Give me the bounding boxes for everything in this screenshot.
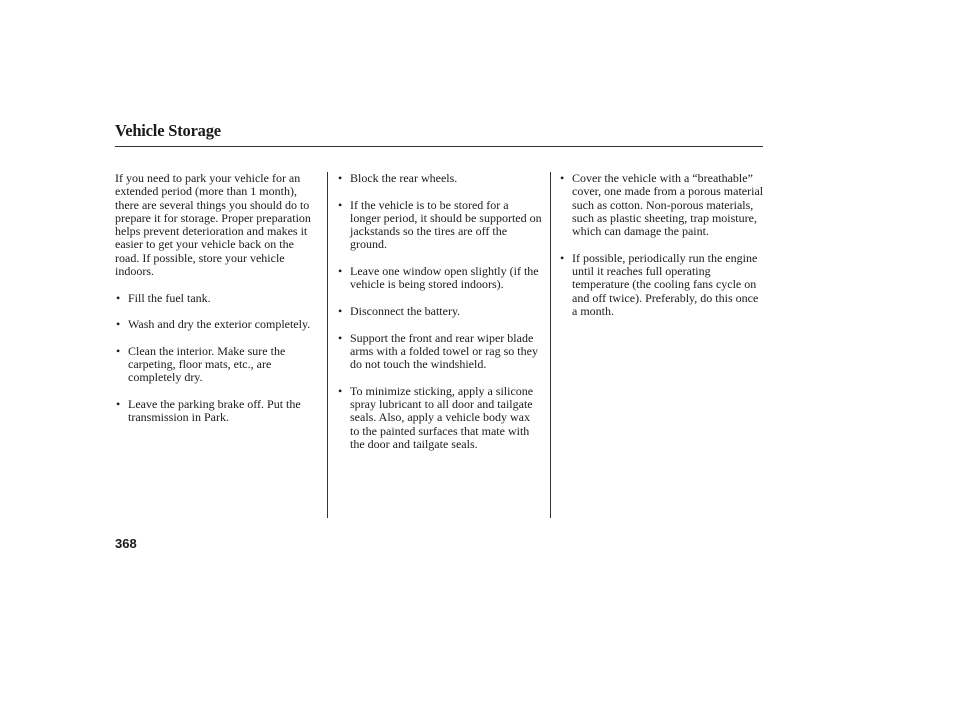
bullet-text: Leave one window open slightly (if the vehicle is being stored indoors). [350,264,539,292]
bullet-list-2 [337,172,542,451]
bullet-item [337,172,542,185]
intro-paragraph: If you need to park your vehicle for an extended period (more than 1 month), there are several things you should do to prepare it for storage. Proper preparation helps prevent deterioration and makes it easier to get your vehicle back on the road. If possible, store your vehicle indoors. [115,171,311,279]
bullet-icon: • [338,303,343,318]
bullet-item [337,332,542,372]
bullet-text: To minimize sticking, apply a silicone spray lubricant to all door and tailgate seals. Also, apply a vehicle body wax to the painted surfaces that mate with the door and tailgate seals. [350,383,534,451]
bullet-item [115,318,317,331]
column-divider-2 [550,172,551,518]
title-rule [115,146,763,147]
bullet-text: Clean the interior. Make sure the carpeting, floor mats, etc., are completely dry. [128,343,286,385]
bullet-icon: • [338,197,343,212]
page-title: Vehicle Storage [115,121,221,140]
bullet-text: If possible, periodically run the engine until it reaches full operating temperature (the cooling fans cycle on and off twice). Preferably, do this once a month. [572,250,759,318]
bullet-item [115,292,317,305]
bullet-icon: • [560,250,565,265]
bullet-item [559,252,764,318]
bullet-text: Cover the vehicle with a “breathable” cover, one made from a porous material such as cotton. Non-porous materials, such as plastic sheeting, trap moisture, which can damage the paint. [572,171,764,239]
bullet-item [337,265,542,292]
bullet-item [559,172,764,238]
column-3 [559,172,764,318]
column-2 [337,172,542,451]
bullet-icon: • [338,383,343,398]
bullet-list-3 [559,172,764,318]
bullet-icon: • [338,171,343,185]
bullet-item [115,398,317,425]
column-divider-1 [327,172,328,518]
bullet-text: If the vehicle is to be stored for a longer period, it should be supported on jackstands so the tires are off the ground. [350,197,542,252]
bullet-icon: • [116,343,121,358]
bullet-item [337,305,542,318]
bullet-text: Fill the fuel tank. [128,290,211,305]
column-1 [115,172,317,425]
page-number: 368 [115,536,137,551]
bullet-text: Block the rear wheels. [350,171,458,185]
bullet-list-1 [115,292,317,425]
bullet-text: Support the front and rear wiper blade arms with a folded towel or rag so they do not touch the windshield. [350,330,538,372]
bullet-icon: • [560,171,565,185]
bullet-text: Wash and dry the exterior completely. [128,317,311,332]
bullet-icon: • [338,330,343,345]
bullet-item [337,199,542,252]
bullet-text: Disconnect the battery. [350,303,461,318]
bullet-item [337,385,542,451]
bullet-icon: • [338,264,343,279]
bullet-icon: • [116,397,121,412]
bullet-icon: • [116,317,121,332]
bullet-item [115,345,317,385]
bullet-text: Leave the parking brake off. Put the transmission in Park. [128,397,301,425]
bullet-icon: • [116,290,121,305]
